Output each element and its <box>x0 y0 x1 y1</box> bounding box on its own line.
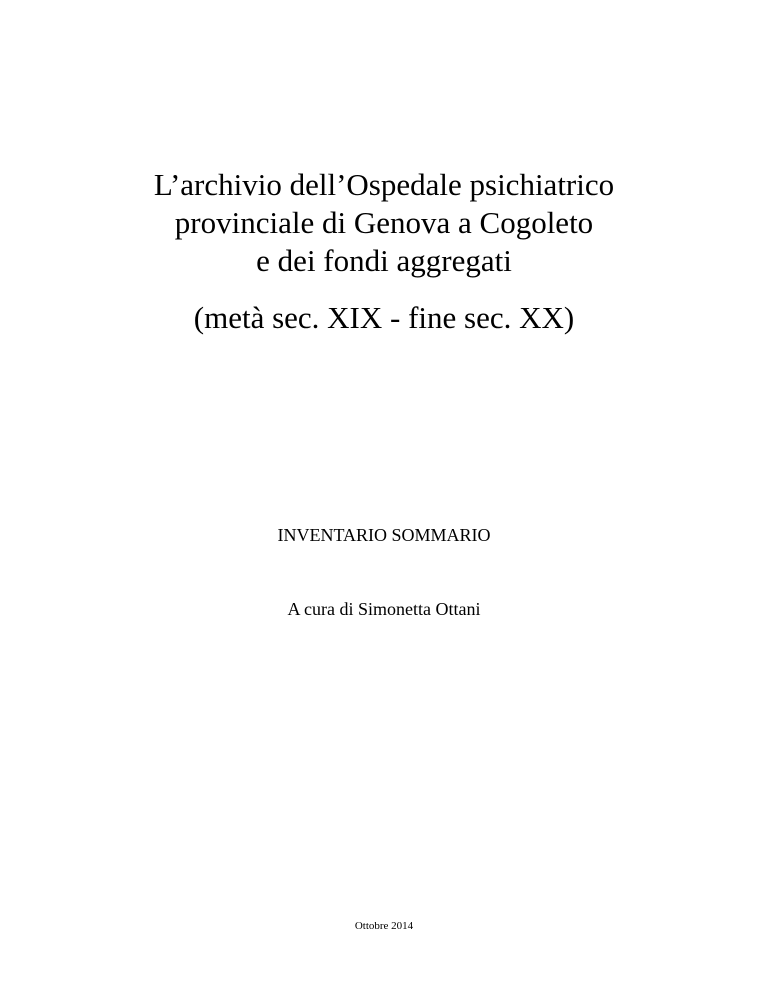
curator-credit: A cura di Simonetta Ottani <box>287 599 481 619</box>
title-line-2: provinciale di Genova a Cogoleto <box>174 205 594 240</box>
period-subtitle: (metà sec. XIX - fine sec. XX) <box>193 300 575 335</box>
document-title <box>0 166 768 280</box>
title-line-3: e dei fondi aggregati <box>256 243 512 278</box>
title-line-1: L’archivio dell’Ospedale psichiatrico <box>153 167 615 202</box>
publication-date: Ottobre 2014 <box>354 920 414 932</box>
document-type: INVENTARIO SOMMARIO <box>277 525 491 545</box>
